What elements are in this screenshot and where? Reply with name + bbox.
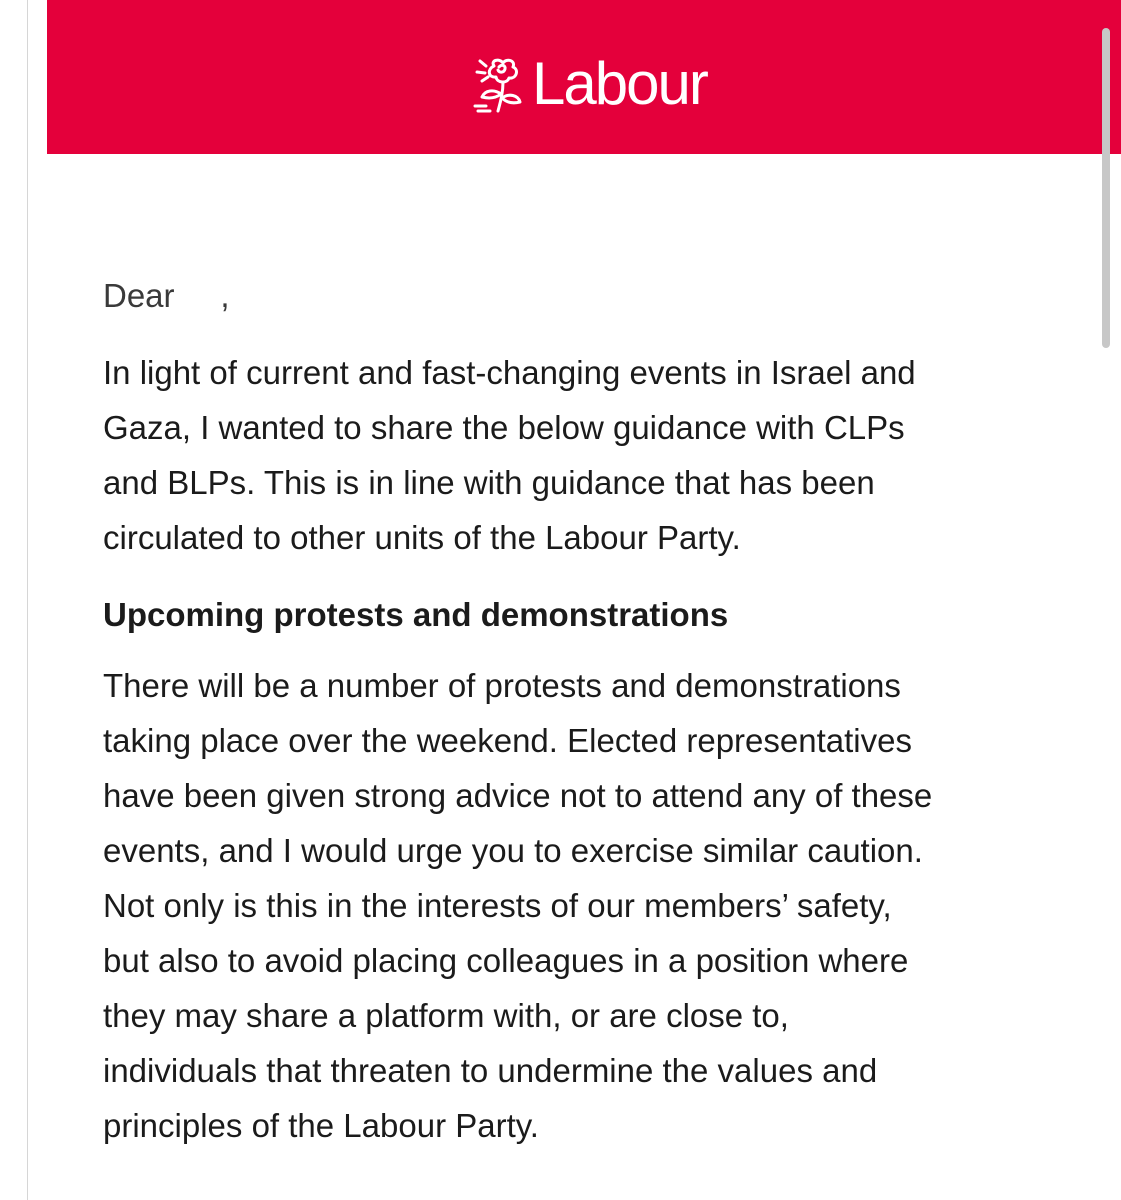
section-heading: Upcoming protests and demonstrations xyxy=(103,596,729,633)
rose-icon xyxy=(472,54,530,114)
section-paragraph: There will be a number of protests and demonstrations taking place over the weekend. Elected representatives have been given strong advice not to attend any of these events, and I would urge you to exercise similar caution. Not only is this in the interests of our members’ safety, but also to avoid placing colleagues in a position where they may share a platform with, or are close to, individuals that threaten to undermine the values and principles of the Labour Party. xyxy=(103,667,933,1144)
labour-logo xyxy=(472,52,707,116)
intro-paragraph: In light of current and fast-changing events in Israel and Gaza, I wanted to share the below guidance with CLPs and BLPs. This is in line with guidance that has been circulated to other units of the Labour Party. xyxy=(103,354,916,556)
email-content xyxy=(103,268,1063,1175)
labour-header-banner xyxy=(47,0,1121,154)
scrollbar[interactable] xyxy=(1102,28,1110,350)
scrollbar-thumb[interactable] xyxy=(1102,28,1110,348)
greeting: Dear , xyxy=(103,277,230,314)
logo-wordmark: Labour xyxy=(532,50,707,117)
